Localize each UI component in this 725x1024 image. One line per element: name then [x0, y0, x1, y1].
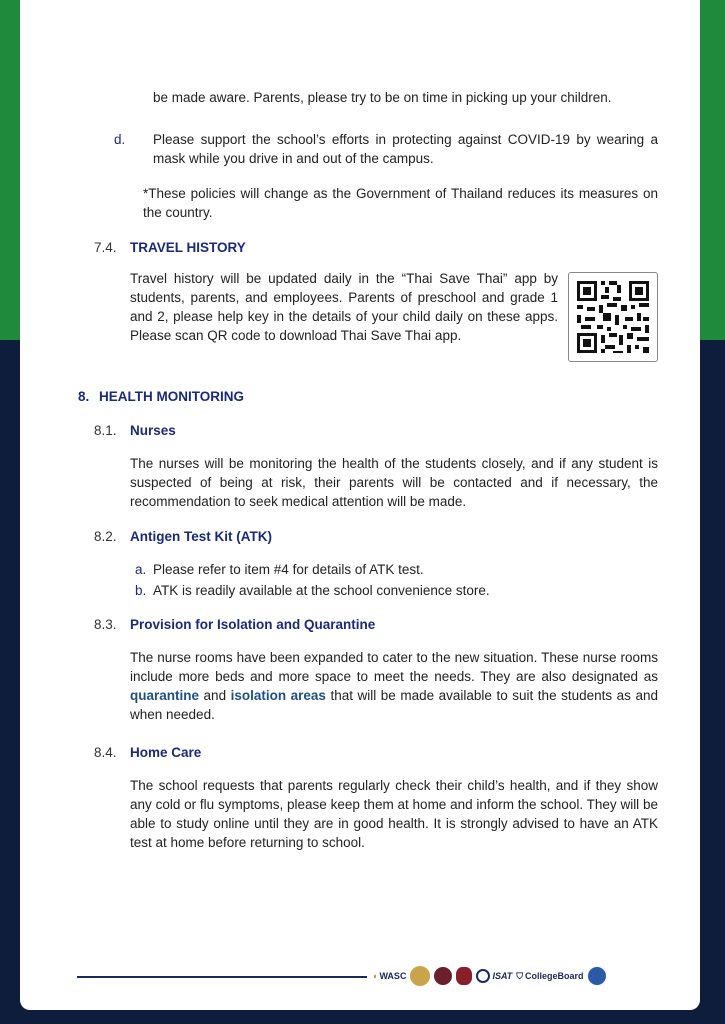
- crest-icon: [456, 967, 472, 985]
- section-number-8-1: 8.1.: [94, 423, 117, 438]
- section-number-8: 8.: [78, 389, 90, 404]
- list-item-a: Please refer to item #4 for details of ATK test.: [153, 562, 424, 577]
- list-marker-d: d.: [114, 132, 126, 147]
- list-marker-a: a.: [135, 562, 147, 577]
- footer-rule: [77, 976, 367, 978]
- section-title-home-care: Home Care: [130, 745, 202, 760]
- section-number-7-4: 7.4.: [94, 240, 117, 255]
- tuv-badge-icon: [588, 967, 606, 985]
- list-item-b: ATK is readily available at the school convenience store.: [153, 583, 490, 598]
- qr-code-icon: [568, 272, 658, 362]
- section-title-atk: Antigen Test Kit (ATK): [130, 529, 272, 544]
- gold-seal-icon: [410, 966, 430, 986]
- section-number-8-4: 8.4.: [94, 745, 117, 760]
- section-number-8-2: 8.2.: [94, 529, 117, 544]
- nurses-body: The nurses will be monitoring the health of the students closely, and if any student is suspected of being at risk, their parents will be contacted and if necessary, the recommendation to seek medical attention will be made.: [130, 456, 658, 509]
- isat-logo: ISAT: [476, 969, 512, 983]
- travel-history-body: Travel history will be updated daily in the “Thai Save Thai” app by students, parents, and employees. Parents of preschool and grade 1 and 2, please help key in the details of your child daily on these apps. Please scan QR code to download Thai Save Thai app.: [130, 271, 558, 343]
- collegeboard-logo: ⛉ CollegeBoard: [516, 970, 584, 981]
- keyword-isolation-areas: isolation areas: [230, 688, 326, 703]
- list-item-d: Please support the school’s efforts in protecting against COVID-19 by wearing a mask while you drive in and out of the campus.: [153, 132, 658, 166]
- section-title-travel-history: TRAVEL HISTORY: [130, 240, 246, 255]
- continuation-paragraph: be made aware. Parents, please try to be on time in picking up your children.: [153, 90, 612, 105]
- accreditation-logos: [372, 962, 662, 990]
- document-page: [20, 0, 700, 1010]
- section-title-isolation: Provision for Isolation and Quarantine: [130, 617, 376, 632]
- university-seal-icon: [434, 967, 452, 985]
- section-number-8-3: 8.3.: [94, 617, 117, 632]
- isolation-body: The nurse rooms have been expanded to cater to the new situation. These nurse rooms include more beds and more space to meet the needs. They are also designated as quarantine and isolation areas that will be made available to suit the students as and when needed.: [130, 650, 658, 722]
- wasc-logo: ◖ WASC: [372, 971, 407, 981]
- section-title-health-monitoring: HEALTH MONITORING: [99, 389, 244, 404]
- policy-note: *These policies will change as the Government of Thailand reduces its measures on the country.: [143, 186, 658, 220]
- keyword-quarantine: quarantine: [130, 688, 200, 703]
- list-marker-b: b.: [135, 583, 147, 598]
- home-care-body: The school requests that parents regularly check their child’s health, and if they show any cold or flu symptoms, please keep them at home and inform the school. They will be able to study online until they are in good health. It is strongly advised to have an ATK test at home before returning to school.: [130, 778, 658, 850]
- section-title-nurses: Nurses: [130, 423, 176, 438]
